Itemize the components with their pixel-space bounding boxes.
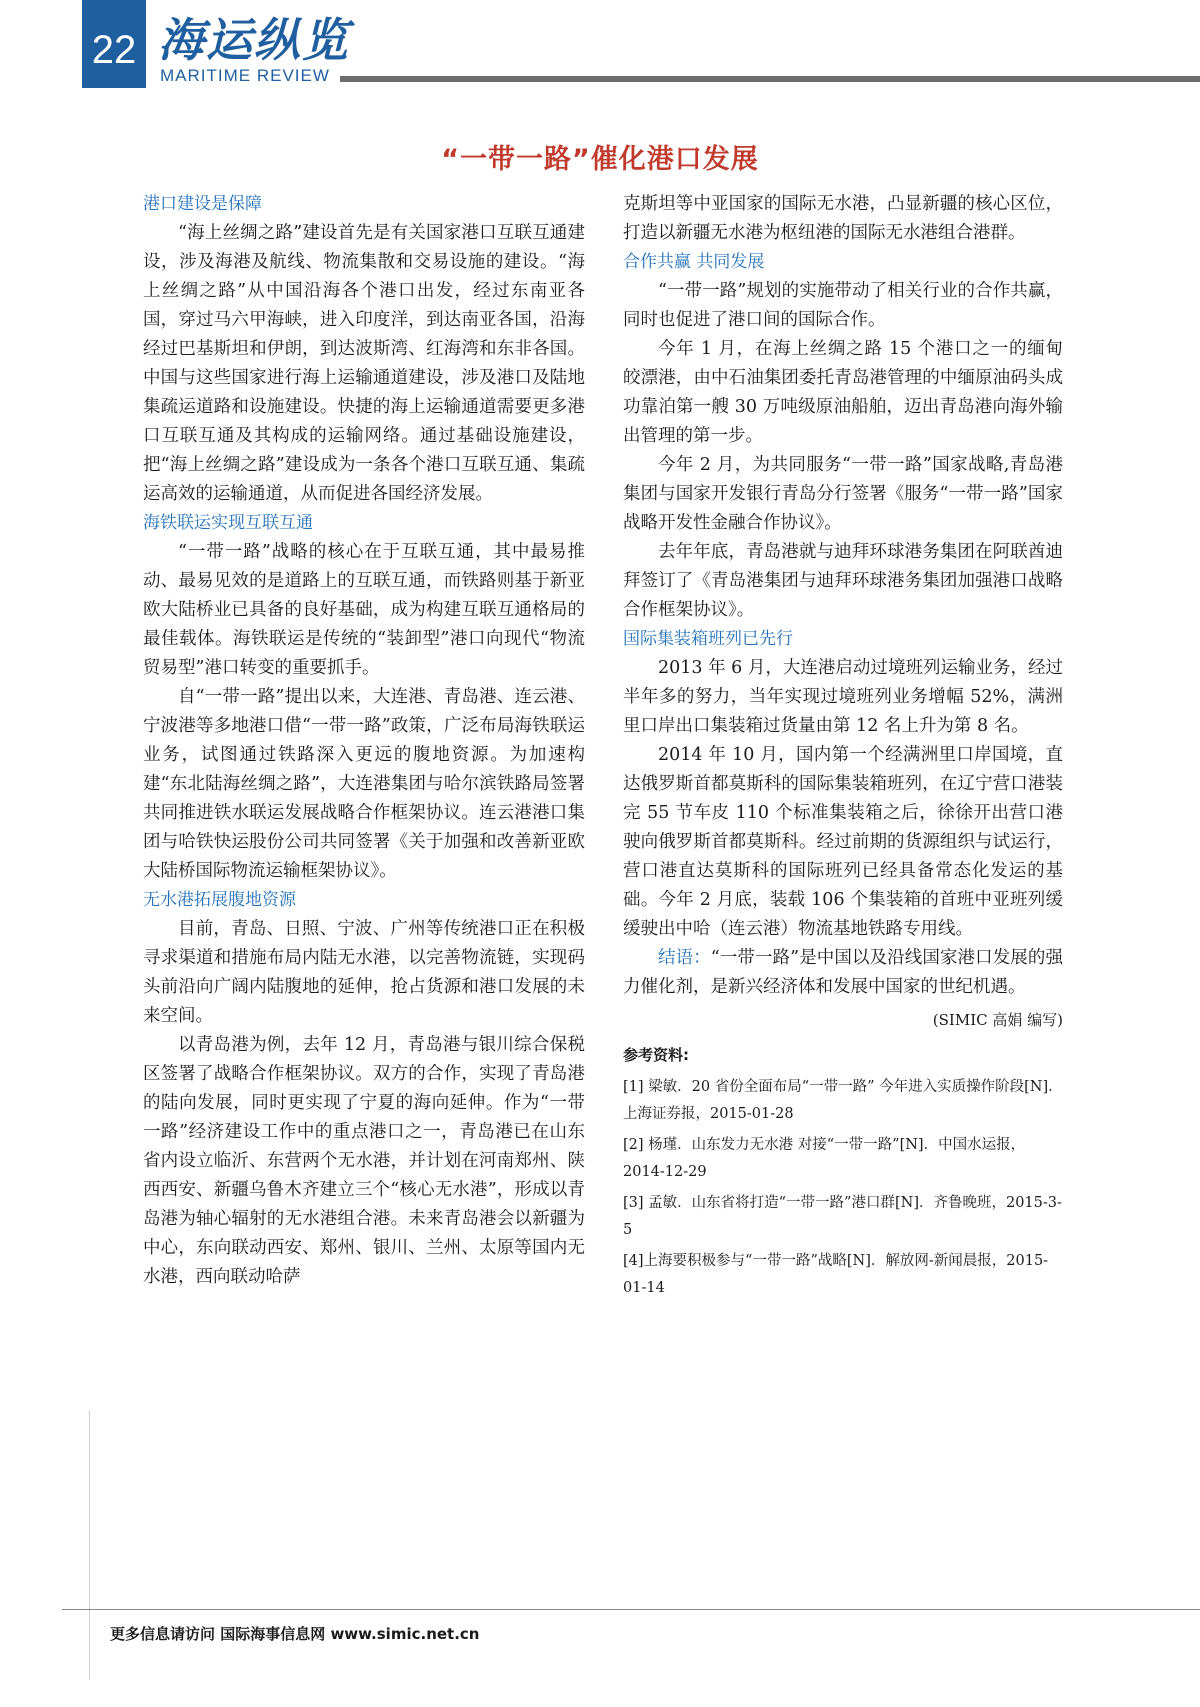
paragraph: “一带一路”规划的实施带动了相关行业的合作共赢，同时也促进了港口间的国际合作。 [623, 281, 1063, 330]
article-title: “一带一路”催化港口发展 [441, 144, 759, 175]
paragraph: 2013 年 6 月，大连港启动过境班列运输业务，经过半年多的努力，当年实现过境班列业务增幅 52%，满洲里口岸出口集装箱过货量由第 12 名上升为第 8 名。 [623, 658, 1063, 736]
paragraph: 今年 2 月，为共同服务“一带一路”国家战略,青岛港集团与国家开发银行青岛分行签署《服务“一带一路”国家战略开发性金融合作协议》。 [623, 455, 1063, 533]
conclusion-label: 结语： [658, 948, 711, 968]
conclusion-text: “一带一路”是中国以及沿线国家港口发展的强力催化剂，是新兴经济体和发展中国家的世纪机遇。 [623, 948, 1063, 997]
paragraph-continued: 克斯坦等中亚国家的国际无水港，凸显新疆的核心区位，打造以新疆无水港为枢纽港的国际无水港组合港群。 [623, 194, 1063, 243]
paragraph: 去年年底，青岛港就与迪拜环球港务集团在阿联酋迪拜签订了《青岛港集团与迪拜环球港务集团加强港口战略合作框架协议》。 [623, 542, 1063, 620]
page-number: 22 [91, 28, 137, 72]
conclusion-paragraph [623, 944, 1063, 1002]
paragraph: “海上丝绸之路”建设首先是有关国家港口互联互通建设，涉及海港及航线、物流集散和交易设施的建设。“海上丝绸之路”从中国沿海各个港口出发，经过东南亚各国，穿过马六甲海峡，进入印度洋，到达南亚各国，沿海经过巴基斯坦和伊朗，到达波斯湾、红海湾和东非各国。中国与这些国家进行海上运输通道建设，涉及港口及陆地集疏运道路和设施建设。快捷的海上运输通道需要更多港口互联互通及其构成的运输网络。通过基础设施建设，把“海上丝绸之路”建设成为一条各个港口互联互通、集疏运高效的运输通道，从而促进各国经济发展。 [143, 223, 585, 504]
right-column [623, 190, 1063, 1302]
section-heading: 国际集装箱班列已先行 [623, 629, 793, 649]
reference-item: [1] 梁敏．20 省份全面布局“一带一路” 今年进入实质操作阶段[N]．上海证券报，2015-01-28 [623, 1079, 1063, 1122]
header-divider-bar [340, 76, 1200, 82]
section-heading: 港口建设是保障 [143, 194, 262, 214]
reference-item: [2] 杨瑾．山东发力无水港 对接“一带一路”[N]．中国水运报，2014-12-29 [623, 1137, 1026, 1180]
paragraph: 2014 年 10 月，国内第一个经满洲里口岸国境，直达俄罗斯首都莫斯科的国际集装箱班列，在辽宁营口港装完 55 节车皮 110 个标准集装箱之后，徐徐开出营口港驶向俄罗斯首都莫斯科。经过前期的货源组织与试运行，营口港直达莫斯科的国际班列已经具备常态化发运的基础。今年 2 月底，装载 106 个集装箱的首班中亚班列缓缓驶出中哈（连云港）物流基地铁路专用线。 [623, 745, 1063, 939]
author-byline: (SIMIC 高娟 编写) [932, 1011, 1063, 1029]
section-heading: 无水港拓展腹地资源 [143, 890, 296, 910]
paragraph: 以青岛港为例，去年 12 月，青岛港与银川综合保税区签署了战略合作框架协议。双方的合作，实现了青岛港的陆向发展，同时更实现了宁夏的海向延伸。作为“一带一路”经济建设工作中的重点港口之一，青岛港已在山东省内设立临沂、东营两个无水港，并计划在河南郑州、陕西西安、新疆乌鲁木齐建立三个“核心无水港”，形成以青岛港为轴心辐射的无水港组合港。未来青岛港会以新疆为中心，东向联动西安、郑州、银川、兰州、太原等国内无水港，西向联动哈萨 [143, 1035, 585, 1287]
reference-item: [4]上海要积极参与“一带一路”战略[N]．解放网-新闻晨报，2015-01-14 [623, 1253, 1049, 1296]
footer-website-text: 更多信息请访问 国际海事信息网 www.simic.net.cn [110, 1625, 480, 1643]
section-heading: 海铁联运实现互联互通 [143, 513, 313, 533]
reference-item: [3] 孟敏．山东省将打造“一带一路”港口群[N]．齐鲁晚班，2015-3-5 [623, 1195, 1062, 1238]
section-heading: 合作共赢 共同发展 [623, 252, 765, 272]
paragraph: 今年 1 月，在海上丝绸之路 15 个港口之一的缅甸皎漂港，由中石油集团委托青岛港管理的中缅原油码头成功靠泊第一艘 30 万吨级原油船舶，迈出青岛港向海外输出管理的第一步。 [623, 339, 1063, 446]
left-column [143, 190, 585, 1292]
paragraph: 自“一带一路”提出以来，大连港、青岛港、连云港、宁波港等多地港口借“一带一路”政策，广泛布局海铁联运业务，试图通过铁路深入更远的腹地资源。为加速构建“东北陆海丝绸之路”，大连港集团与哈尔滨铁路局签署共同推进铁水联运发展战略合作框架协议。连云港港口集团与哈铁快运股份公司共同签署《关于加强和改善新亚欧大陆桥国际物流运输框架协议》。 [143, 687, 585, 881]
paragraph: “一带一路”战略的核心在于互联互通，其中最易推动、最易见效的是道路上的互联互通，而铁路则基于新亚欧大陆桥业已具备的良好基础，成为构建互联互通格局的最佳载体。海铁联运是传统的“装卸型”港口向现代“物流贸易型”港口转变的重要抓手。 [143, 542, 585, 678]
footer-divider [62, 1609, 1200, 1610]
magazine-subtitle: MARITIME REVIEW [160, 66, 330, 85]
paragraph: 目前，青岛、日照、宁波、广州等传统港口正在积极寻求渠道和措施布局内陆无水港，以完善物流链，实现码头前沿向广阔内陆腹地的延伸，抢占货源和港口发展的未来空间。 [143, 919, 585, 1026]
references-heading: 参考资料: [623, 1046, 689, 1064]
margin-rule [89, 1410, 90, 1680]
magazine-title: 海运纵览 [158, 13, 350, 67]
